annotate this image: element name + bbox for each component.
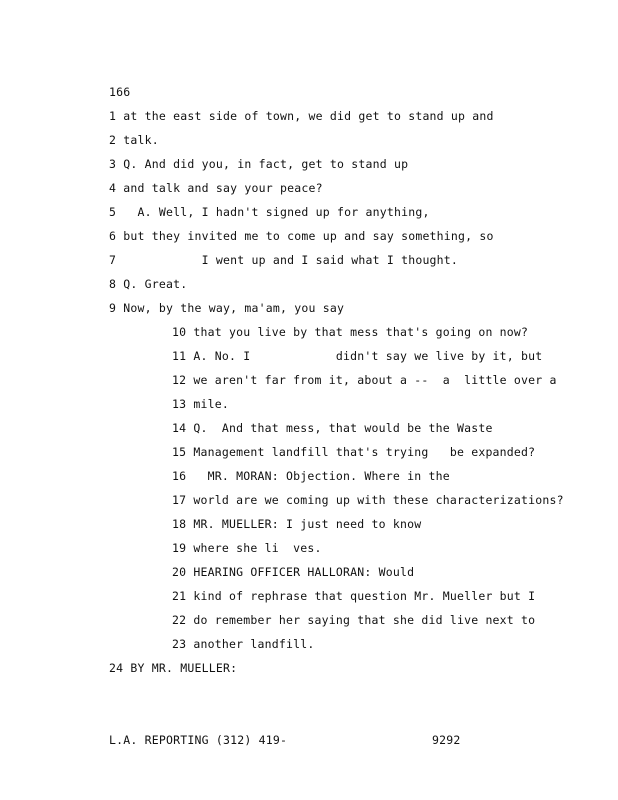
transcript-line-23: 23 another landfill. bbox=[172, 637, 315, 651]
transcript-line-17: 17 world are we coming up with these characterizations? bbox=[172, 493, 564, 507]
transcript-line-5: 5 A. Well, I hadn't signed up for anything, bbox=[109, 205, 430, 219]
transcript-line-1: 1 at the east side of town, we did get to stand up and bbox=[109, 109, 494, 123]
transcript-line-22: 22 do remember her saying that she did live next to bbox=[172, 613, 536, 627]
transcript-line-13: 13 mile. bbox=[172, 397, 229, 411]
footer-reporter: L.A. REPORTING (312) 419- bbox=[109, 733, 288, 747]
transcript-line-15: 15 Management landfill that's trying be expanded? bbox=[172, 445, 536, 459]
page-number: 166 bbox=[109, 85, 131, 99]
transcript-line-3: 3 Q. And did you, in fact, get to stand up bbox=[109, 157, 409, 171]
transcript-line-7: 7 I went up and I said what I thought. bbox=[109, 253, 459, 267]
transcript-line-6: 6 but they invited me to come up and say something, so bbox=[109, 229, 494, 243]
transcript-line-20: 20 HEARING OFFICER HALLORAN: Would bbox=[172, 565, 415, 579]
transcript-line-12: 12 we aren't far from it, about a -- a little over a bbox=[172, 373, 557, 387]
transcript-line-11: 11 A. No. I didn't say we live by it, but bbox=[172, 349, 543, 363]
transcript-line-9: 9 Now, by the way, ma'am, you say bbox=[109, 301, 345, 315]
transcript-line-24: 24 BY MR. MUELLER: bbox=[109, 661, 238, 675]
transcript-line-21: 21 kind of rephrase that question Mr. Mueller but I bbox=[172, 589, 536, 603]
transcript-line-4: 4 and talk and say your peace? bbox=[109, 181, 323, 195]
transcript-line-19: 19 where she li ves. bbox=[172, 541, 322, 555]
transcript-line-8: 8 Q. Great. bbox=[109, 277, 188, 291]
transcript-line-10: 10 that you live by that mess that's going on now? bbox=[172, 325, 529, 339]
transcript-line-14: 14 Q. And that mess, that would be the Waste bbox=[172, 421, 493, 435]
transcript-line-16: 16 MR. MORAN: Objection. Where in the bbox=[172, 469, 450, 483]
transcript-line-2: 2 talk. bbox=[109, 133, 159, 147]
transcript-line-18: 18 MR. MUELLER: I just need to know bbox=[172, 517, 422, 531]
footer-phone-suffix: 9292 bbox=[432, 733, 461, 747]
